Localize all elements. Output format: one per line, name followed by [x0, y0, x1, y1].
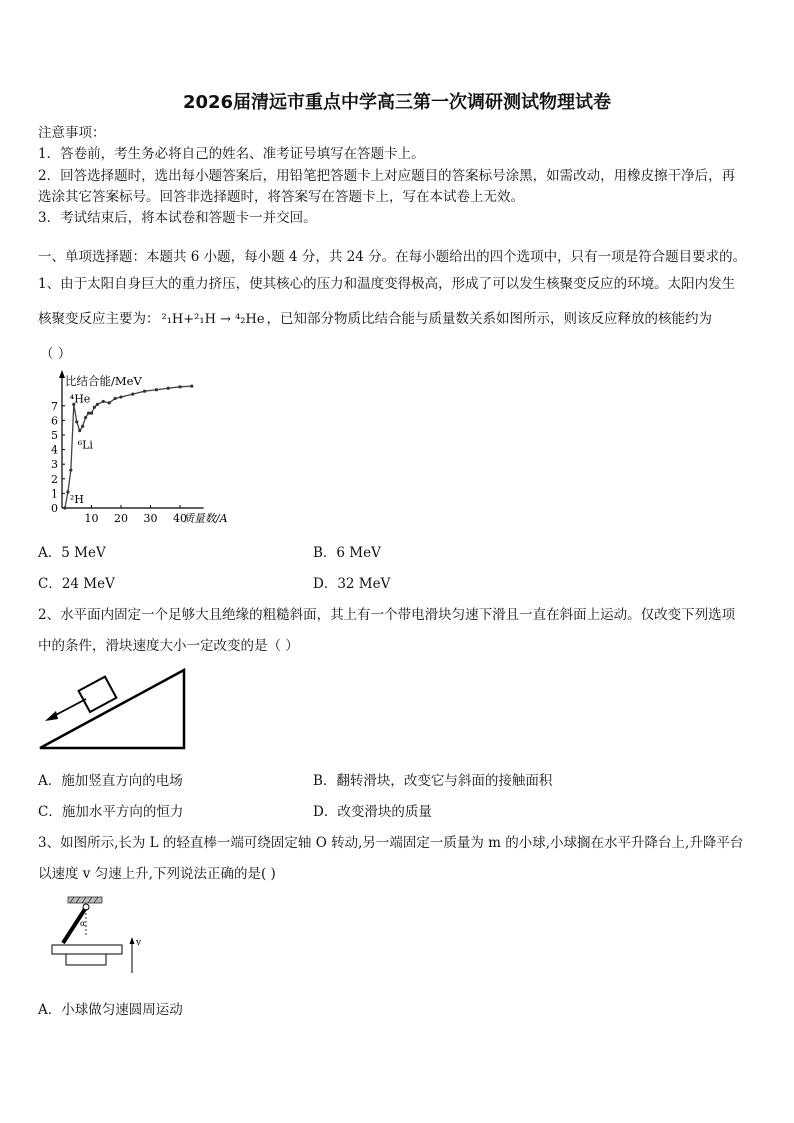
angle-label: α — [80, 919, 86, 928]
x-axis-label: 质量数/A — [182, 512, 228, 525]
data-point — [102, 400, 105, 403]
incline-figure — [36, 664, 192, 754]
y-tick-label: 7 — [51, 399, 58, 413]
y-tick-label: 3 — [51, 458, 58, 472]
data-point — [69, 468, 72, 471]
q2-option-b[interactable]: B．翻转滑块，改变它与斜面的接触面积 — [313, 773, 553, 789]
notice-item: 选涂其它答案标号。回答非选择题时，将答案写在答题卡上，写在本试卷上无效。 — [38, 189, 524, 205]
data-point — [108, 401, 111, 404]
annotation-h2: ²H — [69, 492, 84, 506]
x-tick-label: 10 — [84, 512, 99, 525]
q2-option-d[interactable]: D．改变滑块的质量 — [313, 804, 432, 820]
q1-stem: 1、由于太阳自身巨大的重力挤压，使其核心的压力和温度变得极高，形成了可以发生核聚变反应的环境。太阳内发生 — [38, 276, 736, 292]
lift-platform — [52, 945, 122, 954]
y-axis-label: 比结合能/MeV — [65, 374, 142, 388]
y-tick-label: 1 — [51, 487, 58, 501]
data-point — [81, 425, 84, 428]
q3-stem: 以速度 v 匀速上升,下列说法正确的是( ) — [38, 866, 276, 882]
data-point — [178, 385, 181, 388]
annotation-he4: ⁴He — [69, 392, 91, 406]
velocity-arrow-head-icon — [130, 937, 135, 944]
slider-block — [79, 677, 117, 712]
q1-option-c[interactable]: C．24 MeV — [38, 576, 115, 592]
q3-stem: 3、如图所示,长为 L 的轻直棒一端可绕固定轴 O 转动,另一端固定一质量为 m 的小球,小球搁在水平升降台上,升降平台 — [38, 835, 744, 851]
data-point — [167, 387, 170, 390]
q1-stem-a: 核聚变反应主要为： — [38, 311, 160, 327]
q1-option-d[interactable]: D．32 MeV — [313, 576, 391, 592]
q1-option-a[interactable]: A．5 MeV — [38, 545, 106, 561]
annotation-li6: ⁶Li — [77, 438, 93, 452]
q2-stem: 中的条件，滑块速度大小一定改变的是（ ） — [38, 638, 299, 654]
y-tick-label: 5 — [51, 429, 58, 442]
data-point — [78, 429, 81, 432]
data-point — [96, 403, 99, 406]
data-point — [75, 420, 78, 423]
x-tick-label: 20 — [114, 512, 128, 525]
data-point — [190, 384, 193, 387]
data-point — [63, 506, 66, 509]
data-point — [143, 390, 146, 393]
data-point — [119, 395, 122, 398]
notice-item: 3．考试结束后，将本试卷和答题卡一并交回。 — [38, 210, 317, 226]
q1-stem — [38, 307, 712, 327]
data-point — [84, 416, 87, 419]
q1-bracket: （ ） — [40, 346, 72, 362]
arrow-head-icon — [45, 711, 58, 721]
incline-triangle — [40, 670, 184, 748]
q1-stem-b: ，已知部分物质比结合能与质量数关系如图所示，则该反应释放的核能约为 — [266, 311, 713, 327]
page-title: 2026届清远市重点中学高三第一次调研测试物理试卷 — [182, 92, 612, 113]
data-point — [93, 406, 96, 409]
data-point — [90, 412, 93, 415]
data-point — [131, 393, 134, 396]
section-heading: 一、单项选择题：本题共 6 小题，每小题 4 分，共 24 分。在每小题给出的四个选项中，只有一项是符合题目要求的。 — [38, 249, 747, 265]
y-tick-label: 4 — [51, 443, 58, 457]
y-tick-label: 6 — [51, 414, 58, 428]
velocity-label: v — [136, 938, 142, 948]
q2-stem: 2、水平面内固定一个足够大且绝缘的粗糙斜面，其上有一个带电滑块匀速下滑且一直在斜面上运动。仅改变下列选项 — [38, 607, 736, 623]
x-tick-label: 30 — [143, 512, 158, 525]
notice-item: 2．回答选择题时，选出每小题答案后，用铅笔把答题卡上对应题目的答案标号涂黑，如需改动，用橡皮擦干净后，再 — [38, 168, 736, 184]
notice-heading: 注意事项： — [38, 125, 106, 141]
data-point — [155, 388, 158, 391]
y-tick-label: 2 — [51, 472, 58, 486]
y-tick-label: 0 — [51, 502, 58, 515]
lift-platform-figure — [48, 893, 158, 977]
x-tick-label: 40 — [173, 512, 187, 525]
binding-energy-chart — [34, 366, 264, 528]
notice-item: 1．答卷前，考生务必将自己的姓名、准考证号填写在答题卡上。 — [38, 146, 425, 162]
q2-option-c[interactable]: C．施加水平方向的恒力 — [38, 804, 184, 820]
lift-base — [66, 954, 106, 965]
q1-equation: ²₁H+²₁H → ⁴₂He — [161, 312, 265, 327]
q3-option-a[interactable]: A．小球做匀速圆周运动 — [38, 1002, 183, 1018]
q2-option-a[interactable]: A．施加竖直方向的电场 — [38, 773, 183, 789]
q1-option-b[interactable]: B．6 MeV — [313, 545, 381, 561]
data-point — [87, 412, 90, 415]
data-point — [114, 397, 117, 400]
